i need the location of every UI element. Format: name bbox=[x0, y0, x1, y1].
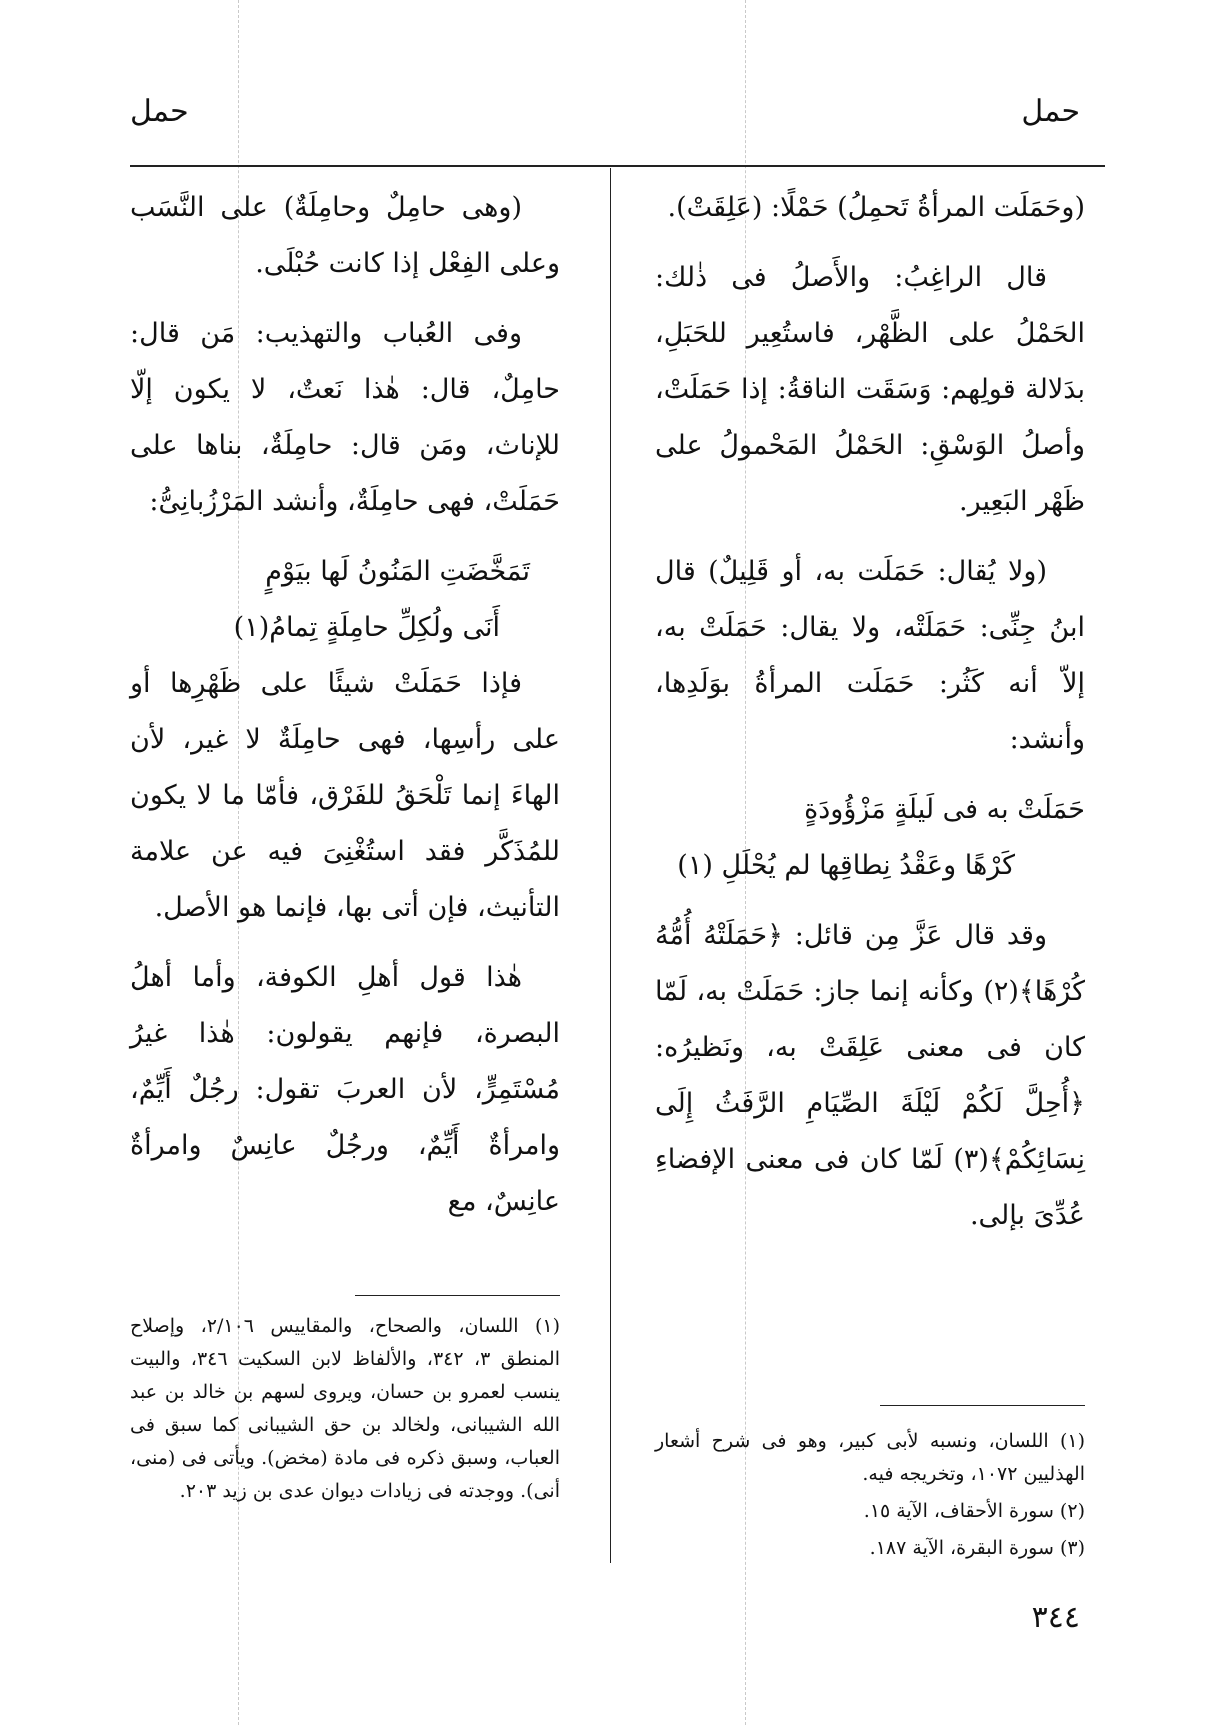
footnote: (١) اللسان، والصحاح، والمقاييس ٢/١٠٦، وإصلاح المنطق ٣، ٣٤٢، والألفاظ لابن السكيت ٣٤٦، والبيت ينسب لعمرو بن حسان، ويروى لسهم بن خالد بن عبد الله الشيبانى، ولخالد بن حق الشيبانى كما سبق فى العباب، وسبق ذكره فى مادة (مخض). ويأتى فى (منى، أنى). ووجدته فى زيادات ديوان عدى بن زيد ٢٠٣. bbox=[130, 1315, 560, 1502]
footnote: (١) اللسان، ونسبه لأبى كبير، وهو فى شرح أشعار الهذليين ١٠٧٢، وتخريجه فيه. bbox=[655, 1430, 1085, 1485]
verse-line: أَنَى ولُكِلِّ حامِلَةٍ تِمامُ(١) bbox=[233, 612, 500, 643]
footnote: (٢) سورة الأحقاف، الآية ١٥. bbox=[863, 1500, 1085, 1522]
column-separator bbox=[610, 168, 611, 1563]
left-column bbox=[130, 180, 560, 1244]
paragraph: (وهى حامِلٌ وحامِلَةٌ) على النَّسَب وعلى الفِعْل إذا كانت حُبْلَى. bbox=[130, 192, 560, 279]
page-number: ٣٤٤ bbox=[1031, 1600, 1080, 1635]
verse-line: تَمَخَّضَتِ المَنُونُ لَها بيَوْمٍ bbox=[265, 556, 530, 587]
footnote: (٣) سورة البقرة، الآية ١٨٧. bbox=[869, 1537, 1085, 1559]
header-rule bbox=[130, 165, 1105, 167]
paragraph: وفى العُباب والتهذيب: مَن قال: حامِلٌ، قال: هٰذا نَعتٌ، لا يكون إلّا للإناث، ومَن قال: حامِلَةٌ، بناها على حَمَلَتْ، فهى حامِلَةٌ، وأنشد المَرْزُبانِىُّ: bbox=[130, 318, 560, 517]
paragraph: وقد قال عَزَّ مِن قائل: ﴿حَمَلَتْهُ أُمُّهُ كُرْهًا﴾(٢) وكأنه إنما جاز: حَمَلَتْ به، لَمّا كان فى معنى عَلِقَتْ به، ونَظيرُه: ﴿أُحِلَّ لَكُمْ لَيْلَةَ الصِّيَامِ الرَّفَثُ إِلَى نِسَائِكُمْ﴾(٣) لَمّا كان فى معنى الإفضاءِ عُدِّىَ بإلى. bbox=[655, 920, 1085, 1231]
footnote-rule bbox=[880, 1405, 1085, 1406]
footnotes-left bbox=[130, 1310, 560, 1512]
right-column bbox=[655, 180, 1085, 1258]
paragraph: (وحَمَلَت المرأةُ تَحمِلُ) حَمْلًا: (عَلِقَتْ). bbox=[667, 192, 1085, 223]
verse-line: كَرْهًا وعَقْدُ نِطاقِها لم يُحْلَلِ (١) bbox=[677, 850, 1015, 881]
paragraph: قال الراغِبُ: والأَصلُ فى ذٰلك: الحَمْلُ على الظَّهْر، فاستُعِير للحَبَلِ، بدَلالة قولِهم: وَسَقَت الناقةُ: إذا حَمَلَتْ، وأصلُ الوَسْقِ: الحَمْلُ المَحْمولُ على ظَهْر البَعِير. bbox=[655, 262, 1085, 517]
verse-line: حَمَلَتْ به فى لَيلَةٍ مَزْؤُودَةٍ bbox=[804, 794, 1085, 825]
paragraph: هٰذا قول أهلِ الكوفة، وأما أهلُ البصرة، فإنهم يقولون: هٰذا غيرُ مُسْتَمِرٍّ، لأن العربَ تقول: رجُلٌ أَيِّمٌ، وامرأةٌ أَيِّمٌ، ورجُلٌ عانِسٌ وامرأةٌ عانِسٌ، مع bbox=[130, 962, 560, 1217]
paragraph: فإذا حَمَلَتْ شيئًا على ظَهْرِها أو على رأسِها، فهى حامِلَةٌ لا غير، لأن الهاءَ إنما تَلْحَقُ للفَرْق، فأمّا ما لا يكون للمُذَكَّر فقد استُغْنِىَ فيه عن علامة التأنيث، فإن أتى بها، فإنما هو الأصل. bbox=[130, 668, 560, 923]
paragraph: (ولا يُقال: حَمَلَت به، أو قَلِيلٌ) قال ابنُ جِنِّى: حَمَلَتْه، ولا يقال: حَمَلَتْ به، إلاّ أنه كَثُر: حَمَلَت المرأةُ بوَلَدِها، وأنشد: bbox=[655, 556, 1085, 755]
footnote-rule bbox=[355, 1295, 560, 1296]
footnotes-right bbox=[655, 1425, 1085, 1569]
running-header-left: حمل bbox=[130, 94, 189, 129]
running-header-right: حمل bbox=[1021, 94, 1080, 129]
